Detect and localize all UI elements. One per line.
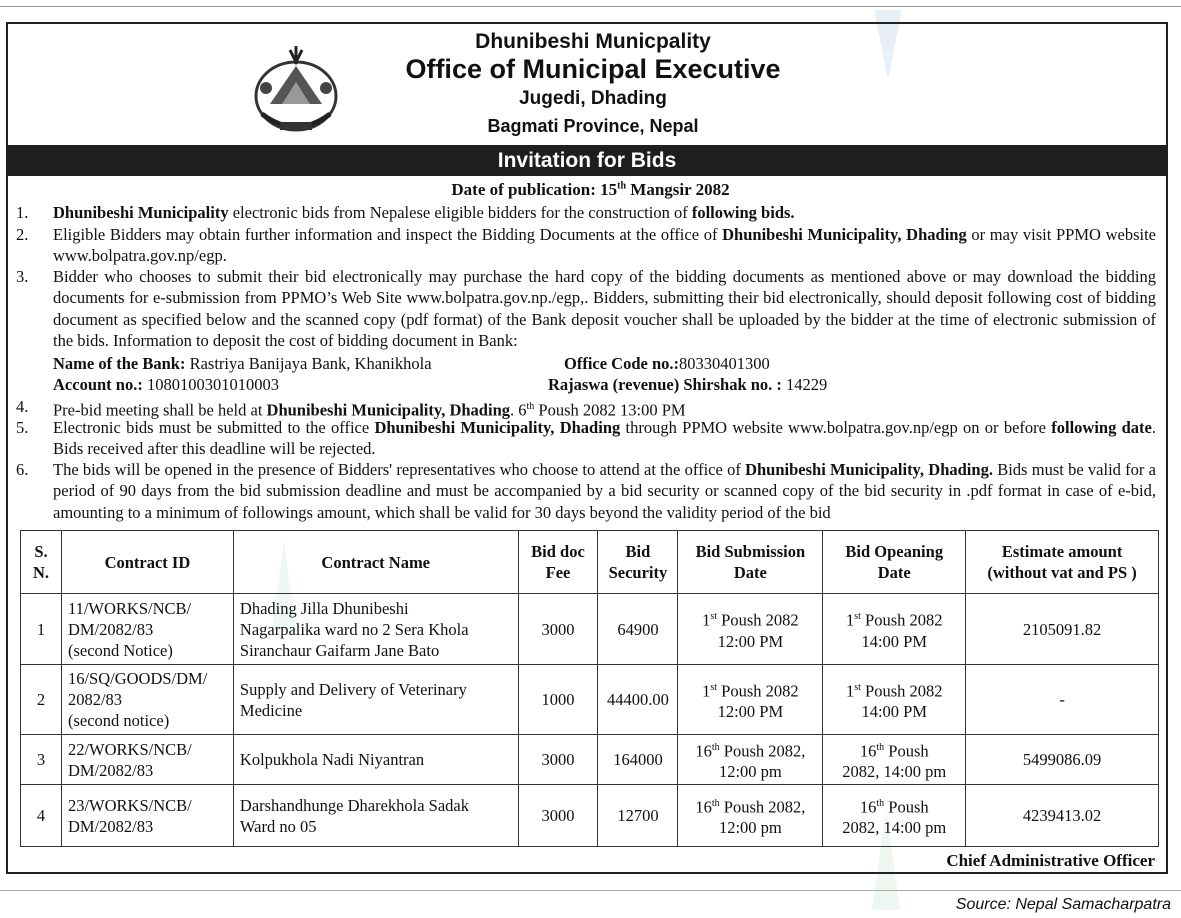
cell-contract-name: Dhading Jilla Dhunibeshi Nagarpalika ward no 2 Sera Khola Siranchaur Gaifarm Jane Bato [233,594,518,665]
signoff: Chief Administrative Officer [946,851,1155,870]
paragraph-5: 5. Electronic bids must be submitted to the office Dhunibeshi Municipality, Dhading through PPMO website www.bolpatra.gov.np/egp on or before following date. Bids received after this deadline will be rejected. [16,418,1156,459]
cell-bid-doc-fee: 3000 [518,735,598,785]
top-rule [0,0,1181,7]
paragraph-1: 1. Dhunibeshi Municipality electronic bids from Nepalese eligible bidders for the construction of following bids. [16,203,795,222]
cell-estimate-amount: - [966,665,1159,735]
paragraph-number: 6. [16,460,29,479]
paragraph-number: 2. [16,225,29,244]
paragraph-number: 4. [16,397,29,416]
header-contract-name: Contract Name [233,531,518,594]
header-submission-date: Bid Submission Date [678,531,823,594]
cell-bid-security: 44400.00 [598,665,678,735]
paragraph-number: 3. [16,267,29,286]
paragraph-2: 2. Eligible Bidders may obtain further information and inspect the Bidding Documents at the office of Dhunibeshi Municipality, Dhading or may visit PPMO website www.bolpatra.gov.np/egp. [16,225,1156,266]
cell-opening-date: 1st Poush 2082 14:00 PM [823,665,966,735]
cell-bid-doc-fee: 3000 [518,594,598,665]
rajaswa-row: Rajaswa (revenue) Shirshak no. : 14229 [548,375,828,394]
paragraph-number: 1. [16,203,29,222]
cell-sn: 1 [21,594,62,665]
cell-contract-id: 11/WORKS/NCB/ DM/2082/83 (second Notice) [61,594,233,665]
table-row [21,594,1159,665]
bottom-rule [0,890,1181,891]
cell-contract-id: 22/WORKS/NCB/ DM/2082/83 [61,735,233,785]
cell-sn: 3 [21,735,62,785]
cell-bid-security: 64900 [598,594,678,665]
bank-name-row: Name of the Bank: Rastriya Banijaya Bank, Khanikhola [53,354,432,373]
table-row [21,665,1159,735]
paragraph-6: 6. The bids will be opened in the presence of Bidders' representatives who choose to attend at the office of Dhunibeshi Municipality, Dhading. Bids must be valid for a period of 90 days from the bid submission deadline and must be accompanied by a bid security or scanned copy of the bid security in .pdf format in case of e-bid, amounting to a minimum of followings amount, which shall be valid for 30 days beyond the validity period of the bid [16,460,1156,522]
office-name: Office of Municipal Executive [405,54,781,84]
cell-contract-name: Kolpukhola Nadi Niyantran [233,735,518,785]
account-number-row: Account no.: 1080100301010003 [53,375,279,394]
notice-title-banner: Invitation for Bids [6,145,1168,176]
header-contract-id: Contract ID [61,531,233,594]
header-bid-doc-fee: Bid doc Fee [518,531,598,594]
cell-submission-date: 16th Poush 2082, 12:00 pm [678,785,823,847]
cell-contract-name: Darshandhunge Dharekhola Sadak Ward no 05 [233,785,518,847]
bids-table [20,530,1159,847]
cell-sn: 2 [21,665,62,735]
cell-estimate-amount: 5499086.09 [966,735,1159,785]
cell-submission-date: 1st Poush 2082 12:00 PM [678,594,823,665]
header-sn: S. N. [21,531,62,594]
source-credit: Source: Nepal Samacharpatra [955,896,1171,913]
cell-opening-date: 1st Poush 2082 14:00 PM [823,594,966,665]
municipality-name: Dhunibeshi Municpality [475,30,711,53]
paragraph-3: 3. Bidder who chooses to submit their bid electronically may purchase the hard copy of the bidding documents as mentioned above or may download the bidding documents for e-submission from PPMO’s Web Site www.bolpatra.gov.np./egp,. Bidders, submitting their bid electronically, should deposit following cost of bidding document as specified below and the scanned copy (pdf format) of the Bank deposit voucher shall be uploaded by the bidder at the time of electronic submission of the bids. Information to deposit the cost of bidding document in Bank: [16,267,1156,350]
paragraph-number: 5. [16,418,29,437]
office-code-row: Office Code no.:80330401300 [564,354,770,373]
cell-estimate-amount: 4239413.02 [966,785,1159,847]
cell-bid-security: 164000 [598,735,678,785]
table-row [21,735,1159,785]
cell-submission-date: 1st Poush 2082 12:00 PM [678,665,823,735]
cell-contract-id: 23/WORKS/NCB/ DM/2082/83 [61,785,233,847]
table-header-row [21,531,1159,594]
cell-contract-name: Supply and Delivery of Veterinary Medicine [233,665,518,735]
cell-sn: 4 [21,785,62,847]
cell-bid-security: 12700 [598,785,678,847]
cell-bid-doc-fee: 3000 [518,785,598,847]
office-location: Jugedi, Dhading [519,88,667,109]
cell-contract-id: 16/SQ/GOODS/DM/ 2082/83 (second notice) [61,665,233,735]
header-opening-date: Bid Opeaning Date [823,531,966,594]
notice-header [8,24,1166,144]
publication-date: Date of publication: 15th Mangsir 2082 [451,180,730,199]
cell-submission-date: 16th Poush 2082, 12:00 pm [678,735,823,785]
header-bid-security: Bid Security [598,531,678,594]
cell-opening-date: 16th Poush 2082, 14:00 pm [823,735,966,785]
paragraph-4: 4. Pre-bid meeting shall be held at Dhunibeshi Municipality, Dhading. 6th Poush 2082 13:00 PM [16,397,686,420]
province-name: Bagmati Province, Nepal [487,116,699,136]
header-estimate-amount: Estimate amount (without vat and PS ) [966,531,1159,594]
cell-opening-date: 16th Poush 2082, 14:00 pm [823,785,966,847]
table-row [21,785,1159,847]
cell-bid-doc-fee: 1000 [518,665,598,735]
cell-estimate-amount: 2105091.82 [966,594,1159,665]
